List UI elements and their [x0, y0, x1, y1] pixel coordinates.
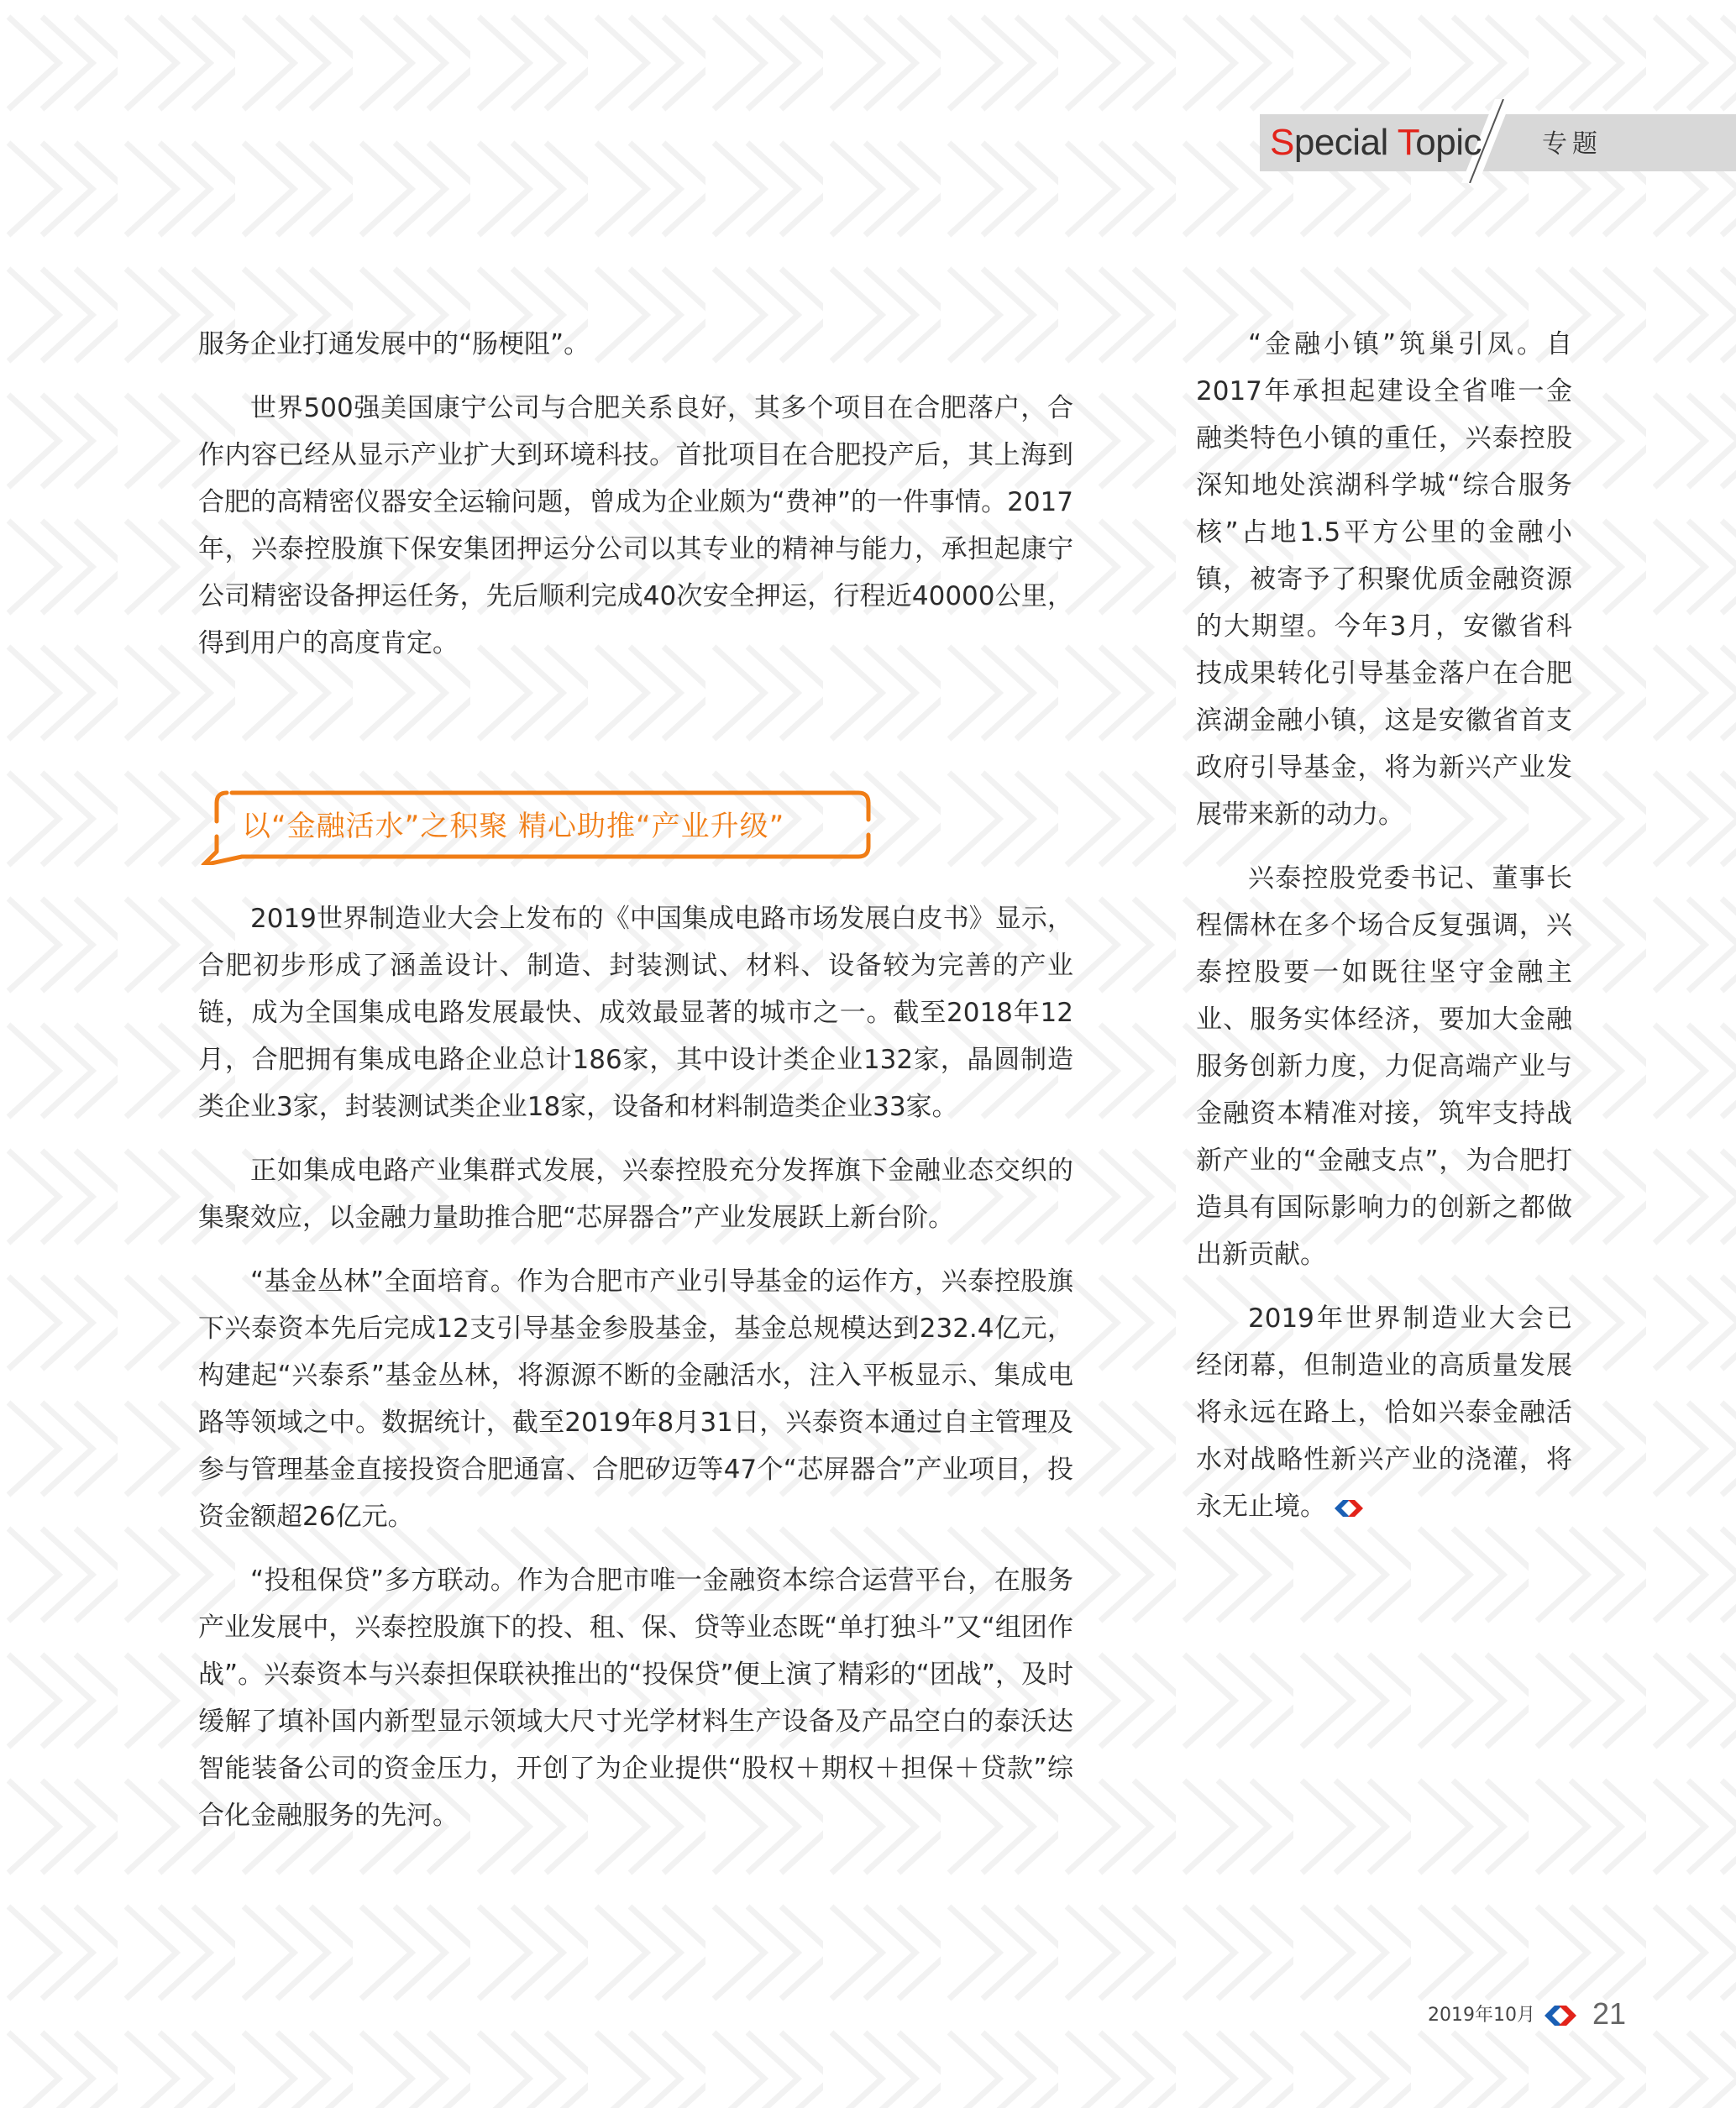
- paragraph: 兴泰控股党委书记、董事长程儒林在多个场合反复强调，兴泰控股要一如既往坚守金融主业、服务实体经济，要加大金融服务创新力度，力促高端产业与金融资本精准对接，筑牢支持战新产业的“金融支点”，为合肥打造具有国际影响力的创新之都做出新贡献。: [1196, 863, 1572, 1270]
- header-title-rest-2: opic: [1415, 122, 1482, 163]
- paragraph: [1196, 1295, 1572, 1530]
- paragraph: 服务企业打通发展中的“肠梗阻”。: [198, 329, 590, 359]
- paragraph: 2019世界制造业大会上发布的《中国集成电路市场发展白皮书》显示，合肥初步形成了涵盖设计、制造、封装测试、材料、设备较为完善的产业链，成为全国集成电路发展最快、成效最显著的城市之一。截至2018年12月，合肥拥有集成电路企业总计186家，其中设计类企业132家，晶圆制造类企业3家，封装测试类企业18家，设备和材料制造类企业33家。: [198, 904, 1073, 1122]
- company-logo-icon: [1542, 2001, 1579, 2031]
- paragraph-text: 2019年世界制造业大会已经闭幕，但制造业的高质量发展将永远在路上，恰如兴泰金融活水对战略性新兴产业的浇灌，将永无止境。: [1196, 1303, 1572, 1522]
- issue-date: 2019年10月: [1428, 2005, 1535, 2026]
- header-title: [1270, 116, 1482, 170]
- paragraph: “投租保贷”多方联动。作为合肥市唯一金融资本综合运营平台，在服务产业发展中，兴泰控股旗下的投、租、保、贷等业态既“单打独斗”又“组团作战”。兴泰资本与兴泰担保联袂推出的“投保贷”便上演了精彩的“团战”，及时缓解了填补国内新型显示领域大尺寸光学材料生产设备及产品空白的泰沃达智能装备公司的资金压力，开创了为企业提供“股权＋期权＋担保＋贷款”综合化金融服务的先河。: [198, 1565, 1073, 1831]
- paragraph: “金融小镇”筑巢引凤。自2017年承担起建设全省唯一金融类特色小镇的重任，兴泰控股深知地处滨湖科学城“综合服务核”占地1.5平方公里的金融小镇，被寄予了积聚优质金融资源的大期望。今年3月，安徽省科技成果转化引导基金落户在合肥滨湖金融小镇，这是安徽省首支政府引导基金，将为新兴产业发展带来新的动力。: [1196, 329, 1572, 830]
- left-column-block-1: [198, 321, 1073, 667]
- left-column-block-2: [198, 895, 1073, 1839]
- right-column: [1196, 321, 1572, 1530]
- header-section-label: 专题: [1542, 129, 1602, 159]
- page-number: 21: [1592, 1996, 1627, 2031]
- header-title-initial: S: [1270, 122, 1294, 163]
- end-mark-logo-icon: [1331, 1496, 1366, 1521]
- paragraph: 世界500强美国康宁公司与合肥关系良好，其多个项目在合肥落户，合作内容已经从显示产业扩大到环境科技。首批项目在合肥投产后，其上海到合肥的高精密仪器安全运输问题，曾成为企业颇为“费神”的一件事情。2017年，兴泰控股旗下保安集团押运分公司以其专业的精神与能力，承担起康宁公司精密设备押运任务，先后顺利完成40次安全押运，行程近40000公里，得到用户的高度肯定。: [198, 393, 1073, 658]
- paragraph: “基金丛林”全面培育。作为合肥市产业引导基金的运作方，兴泰控股旗下兴泰资本先后完成12支引导基金参股基金，基金总规模达到232.4亿元，构建起“兴泰系”基金丛林，将源源不断的金融活水，注入平板显示、集成电路等领域之中。数据统计，截至2019年8月31日，兴泰资本通过自主管理及参与管理基金直接投资合肥通富、合肥矽迈等47个“芯屏器合”产业项目，投资金额超26亿元。: [198, 1266, 1073, 1532]
- header-title-initial-2: T: [1397, 122, 1416, 163]
- paragraph: 正如集成电路产业集群式发展，兴泰控股充分发挥旗下金融业态交织的集聚效应，以金融力量助推合肥“芯屏器合”产业发展跃上新台阶。: [198, 1156, 1073, 1233]
- section-heading: 以“金融活水”之积聚 精心助推“产业升级”: [242, 810, 785, 843]
- header-title-rest: pecial: [1293, 122, 1398, 163]
